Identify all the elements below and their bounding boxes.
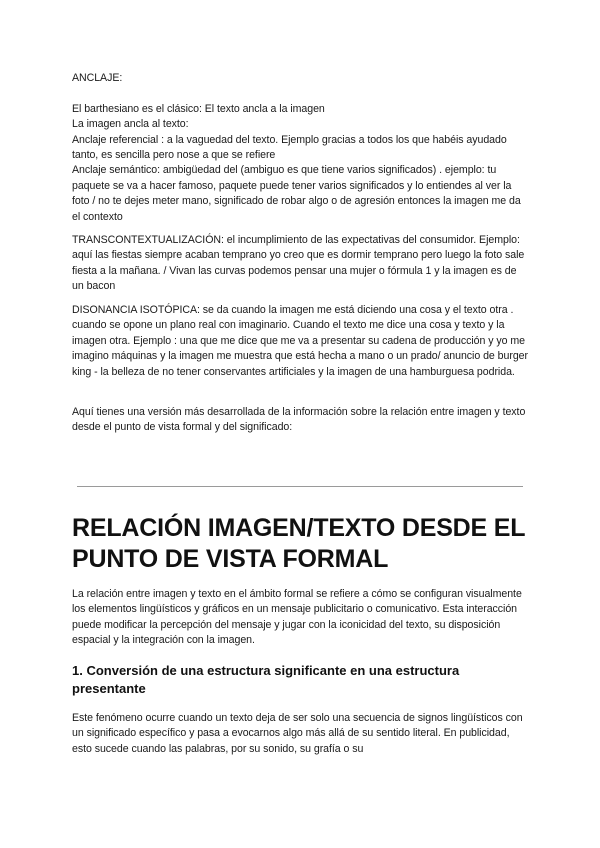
disonancia-text: DISONANCIA ISOTÓPICA: se da cuando la imagen me está diciendo una cosa y el texto otra . cuando se opone un plano real con imaginario. Cuando el texto me dice una cosa y texto y la imagen otra. Ejemplo : una que me dice que me va a presentar su cadena de producción y yo me imagino máquinas y la imagen me muestra que está hecha a mano o un prado/ anuncio de burger king - la belleza de no tener conservantes artificiales y la imagen de una hamburguesa podrida. (72, 304, 528, 378)
anclaje-line: Anclaje referencial : a la vaguedad del texto. Ejemplo gracias a todos los que habéis ayudado tanto, es sencilla pero nose a que se refiere (72, 133, 507, 162)
subsection-paragraph (72, 711, 528, 757)
anclaje-line: La imagen ancla al texto: (72, 118, 189, 131)
section-title: RELACIÓN IMAGEN/TEXTO DESDE EL PUNTO DE VISTA FORMAL (72, 514, 525, 573)
subsection-heading: 1. Conversión de una estructura significante en una estructura presentante (72, 663, 460, 696)
subsection-paragraph-text: Este fenómeno ocurre cuando un texto deja de ser solo una secuencia de signos lingüísticos con un significado específico y pasa a evocarnos algo más allá de su sentido literal. En publicidad, esto sucede cuando las palabras, por su sonido, su grafía o su (72, 712, 523, 755)
anclaje-line: El barthesiano es el clásico: El texto ancla a la imagen (72, 102, 325, 115)
intro-paragraph (72, 405, 528, 436)
horizontal-divider (77, 486, 523, 487)
anclaje-section (72, 71, 528, 225)
intro-text: Aquí tienes una versión más desarrollada de la información sobre la relación entre imagen y texto desde el punto de vista formal y del significado: (72, 406, 526, 434)
transcontextualizacion-text: TRANSCONTEXTUALIZACIÓN: el incumplimiento de las expectativas del consumidor. Ejemplo: aquí las fiestas siempre acaban temprano yo creo que es dormir temprano pero luego la foto sale fiesta a la mañana. / Vivan las curvas podemos pensar una mujer o fórmula 1 y la imagen es de un bacon (72, 234, 525, 293)
anclaje-heading: ANCLAJE: (72, 72, 123, 84)
disonancia-paragraph (72, 303, 528, 380)
transcontextualizacion-paragraph (72, 233, 528, 295)
section-paragraph-text: La relación entre imagen y texto en el ámbito formal se refiere a cómo se configuran visualmente los elementos lingüísticos y gráficos en un mensaje publicitario o comunicativo. Esta interacción puede modificar la percepción del mensaje y jugar con la iconicidad del texto, su disposición espacial y la integración con la imagen. (72, 588, 522, 647)
spacer (72, 86, 528, 101)
section-paragraph (72, 587, 528, 649)
anclaje-line: Anclaje semántico: ambigüedad del (ambiguo es que tiene varios significados) . ejemplo: tu paquete se va a hacer famoso, paquete puede tener varios significados y lo entiendes al ver la foto / no te dejes meter mano, significado de robar algo o de agresión entonces la imagen me da el contexto (72, 164, 521, 223)
